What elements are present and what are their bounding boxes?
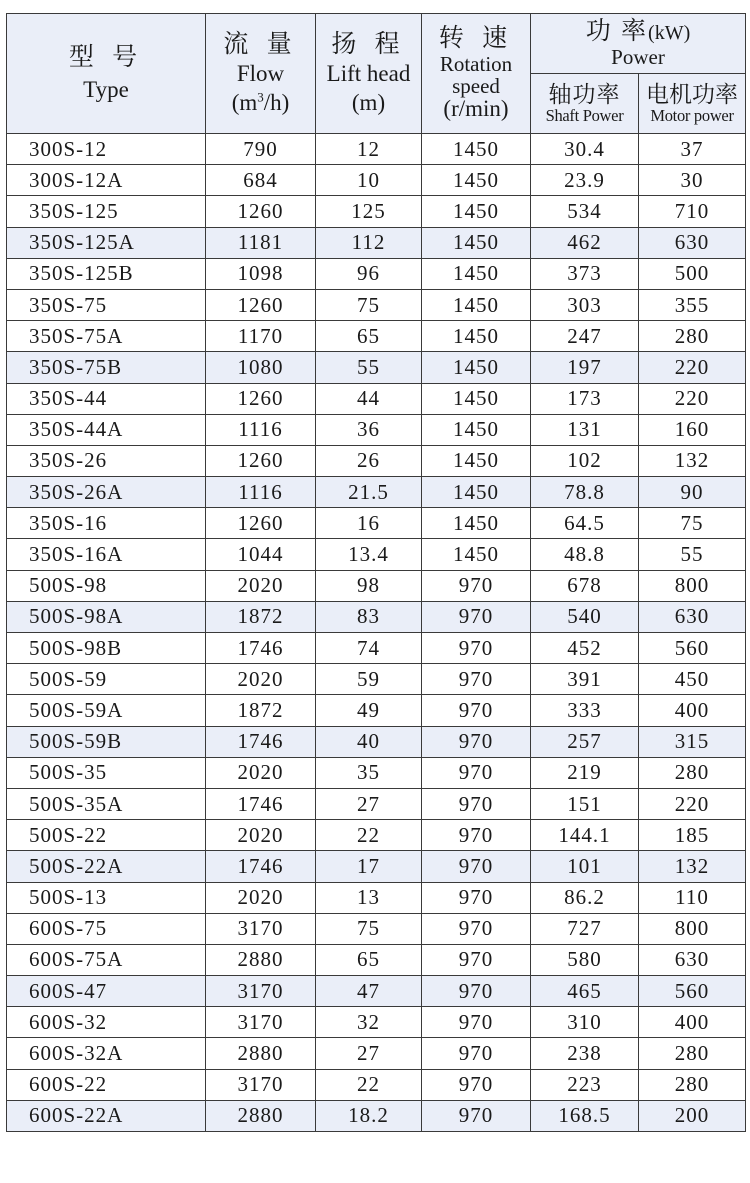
header-speed-zh: 转 速 [438, 24, 514, 52]
cell-shaft: 727 [531, 913, 639, 944]
cell-flow: 3170 [206, 1069, 316, 1100]
cell-speed: 970 [422, 633, 531, 664]
cell-flow: 1872 [206, 695, 316, 726]
header-motor-en: Motor power [650, 105, 734, 125]
cell-motor: 37 [639, 134, 746, 165]
header-speed-en1: Rotation [439, 52, 513, 76]
cell-shaft: 102 [531, 445, 639, 476]
table-row [7, 227, 746, 258]
cell-flow: 1260 [206, 445, 316, 476]
table-row [7, 757, 746, 788]
cell-flow: 3170 [206, 1007, 316, 1038]
cell-shaft: 310 [531, 1007, 639, 1038]
table-row [7, 289, 746, 320]
cell-lift: 26 [316, 445, 422, 476]
cell-type: 500S-59B [7, 726, 206, 757]
cell-speed: 970 [422, 601, 531, 632]
cell-motor: 400 [639, 695, 746, 726]
header-power-zh-line: 功 率(kW) [585, 18, 691, 46]
cell-shaft: 238 [531, 1038, 639, 1069]
cell-type: 350S-125B [7, 258, 206, 289]
cell-type: 350S-75B [7, 352, 206, 383]
cell-lift: 98 [316, 570, 422, 601]
cell-shaft: 78.8 [531, 477, 639, 508]
table-row [7, 508, 746, 539]
cell-lift: 21.5 [316, 477, 422, 508]
cell-lift: 40 [316, 726, 422, 757]
cell-type: 500S-22A [7, 851, 206, 882]
cell-lift: 16 [316, 508, 422, 539]
cell-speed: 970 [422, 695, 531, 726]
cell-flow: 1116 [206, 414, 316, 445]
cell-type: 600S-75 [7, 913, 206, 944]
cell-type: 500S-13 [7, 882, 206, 913]
table-row [7, 976, 746, 1007]
header-flow-en: Flow [236, 61, 285, 87]
cell-lift: 10 [316, 165, 422, 196]
header-lift [316, 14, 422, 134]
header-speed [422, 14, 531, 134]
cell-motor: 630 [639, 227, 746, 258]
header-motor-power [639, 74, 746, 134]
cell-lift: 12 [316, 134, 422, 165]
cell-shaft: 452 [531, 633, 639, 664]
table-row [7, 258, 746, 289]
cell-type: 500S-98A [7, 601, 206, 632]
cell-motor: 280 [639, 757, 746, 788]
cell-shaft: 219 [531, 757, 639, 788]
cell-motor: 800 [639, 570, 746, 601]
cell-flow: 2020 [206, 570, 316, 601]
cell-lift: 17 [316, 851, 422, 882]
header-shaft-power [531, 74, 639, 134]
cell-type: 500S-22 [7, 820, 206, 851]
cell-lift: 44 [316, 383, 422, 414]
cell-type: 500S-59 [7, 664, 206, 695]
cell-shaft: 64.5 [531, 508, 639, 539]
cell-flow: 1116 [206, 477, 316, 508]
cell-lift: 96 [316, 258, 422, 289]
cell-lift: 22 [316, 1069, 422, 1100]
cell-shaft: 30.4 [531, 134, 639, 165]
cell-flow: 1872 [206, 601, 316, 632]
cell-speed: 970 [422, 726, 531, 757]
cell-flow: 1260 [206, 383, 316, 414]
cell-lift: 125 [316, 196, 422, 227]
cell-type: 500S-98B [7, 633, 206, 664]
cell-lift: 112 [316, 227, 422, 258]
cell-flow: 2020 [206, 664, 316, 695]
cell-motor: 560 [639, 633, 746, 664]
header-motor-zh: 电机功率 [646, 81, 738, 107]
cell-speed: 970 [422, 664, 531, 695]
table-row [7, 601, 746, 632]
cell-flow: 684 [206, 165, 316, 196]
cell-speed: 970 [422, 1069, 531, 1100]
table-body [7, 134, 746, 1132]
cell-motor: 55 [639, 539, 746, 570]
table-row [7, 882, 746, 913]
cell-flow: 1080 [206, 352, 316, 383]
cell-lift: 47 [316, 976, 422, 1007]
cell-shaft: 391 [531, 664, 639, 695]
cell-motor: 800 [639, 913, 746, 944]
cell-type: 600S-75A [7, 944, 206, 975]
table-row [7, 913, 746, 944]
cell-speed: 970 [422, 944, 531, 975]
cell-shaft: 540 [531, 601, 639, 632]
table-row [7, 1007, 746, 1038]
cell-shaft: 101 [531, 851, 639, 882]
cell-lift: 74 [316, 633, 422, 664]
cell-shaft: 86.2 [531, 882, 639, 913]
cell-type: 350S-125A [7, 227, 206, 258]
table-row [7, 1069, 746, 1100]
cell-type: 350S-26A [7, 477, 206, 508]
cell-motor: 560 [639, 976, 746, 1007]
cell-speed: 1450 [422, 445, 531, 476]
table-row [7, 477, 746, 508]
header-flow-zh: 流 量 [223, 31, 298, 59]
table-row [7, 352, 746, 383]
cell-lift: 27 [316, 788, 422, 819]
cell-shaft: 373 [531, 258, 639, 289]
cell-flow: 790 [206, 134, 316, 165]
cell-shaft: 534 [531, 196, 639, 227]
table-row [7, 1038, 746, 1069]
cell-lift: 13.4 [316, 539, 422, 570]
cell-lift: 65 [316, 321, 422, 352]
cell-shaft: 151 [531, 788, 639, 819]
cell-flow: 1098 [206, 258, 316, 289]
header-speed-en2: speed [452, 74, 500, 99]
cell-shaft: 144.1 [531, 820, 639, 851]
cell-flow: 1170 [206, 321, 316, 352]
cell-shaft: 462 [531, 227, 639, 258]
header-speed-unit: (r/min) [443, 96, 509, 122]
header-power [531, 14, 746, 74]
cell-speed: 1450 [422, 383, 531, 414]
cell-flow: 3170 [206, 913, 316, 944]
cell-lift: 49 [316, 695, 422, 726]
cell-shaft: 465 [531, 976, 639, 1007]
cell-shaft: 168.5 [531, 1100, 639, 1131]
header-shaft-en: Shaft Power [545, 105, 624, 125]
cell-type: 500S-35 [7, 757, 206, 788]
cell-speed: 970 [422, 757, 531, 788]
cell-type: 350S-16 [7, 508, 206, 539]
header-type-zh: 型 号 [68, 44, 144, 72]
cell-shaft: 23.9 [531, 165, 639, 196]
cell-shaft: 173 [531, 383, 639, 414]
cell-speed: 1450 [422, 227, 531, 258]
cell-lift: 27 [316, 1038, 422, 1069]
cell-shaft: 247 [531, 321, 639, 352]
cell-speed: 970 [422, 976, 531, 1007]
cell-type: 350S-16A [7, 539, 206, 570]
cell-motor: 185 [639, 820, 746, 851]
cell-motor: 280 [639, 321, 746, 352]
cell-type: 350S-125 [7, 196, 206, 227]
cell-lift: 13 [316, 882, 422, 913]
cell-flow: 1746 [206, 726, 316, 757]
table-row [7, 851, 746, 882]
cell-type: 500S-59A [7, 695, 206, 726]
cell-type: 600S-47 [7, 976, 206, 1007]
cell-shaft: 333 [531, 695, 639, 726]
cell-speed: 1450 [422, 508, 531, 539]
header-lift-zh: 扬 程 [331, 31, 406, 59]
cell-speed: 1450 [422, 414, 531, 445]
cell-flow: 2880 [206, 1038, 316, 1069]
cell-lift: 18.2 [316, 1100, 422, 1131]
cell-type: 350S-44A [7, 414, 206, 445]
cell-flow: 1260 [206, 196, 316, 227]
cell-motor: 160 [639, 414, 746, 445]
header-lift-en: Lift head [326, 61, 411, 87]
cell-shaft: 580 [531, 944, 639, 975]
cell-type: 600S-22 [7, 1069, 206, 1100]
cell-motor: 500 [639, 258, 746, 289]
cell-motor: 90 [639, 477, 746, 508]
table-row [7, 539, 746, 570]
cell-speed: 970 [422, 1007, 531, 1038]
table-row [7, 633, 746, 664]
cell-type: 350S-26 [7, 445, 206, 476]
cell-speed: 970 [422, 820, 531, 851]
cell-type: 600S-22A [7, 1100, 206, 1131]
header-type [7, 14, 206, 134]
cell-speed: 970 [422, 570, 531, 601]
cell-type: 500S-98 [7, 570, 206, 601]
cell-motor: 110 [639, 882, 746, 913]
cell-speed: 1450 [422, 289, 531, 320]
cell-shaft: 48.8 [531, 539, 639, 570]
cell-flow: 2020 [206, 757, 316, 788]
cell-flow: 2020 [206, 882, 316, 913]
cell-motor: 400 [639, 1007, 746, 1038]
cell-speed: 1450 [422, 258, 531, 289]
cell-lift: 65 [316, 944, 422, 975]
table-row [7, 165, 746, 196]
cell-shaft: 197 [531, 352, 639, 383]
cell-lift: 75 [316, 913, 422, 944]
cell-speed: 970 [422, 1100, 531, 1131]
table-row [7, 383, 746, 414]
cell-type: 350S-44 [7, 383, 206, 414]
cell-speed: 1450 [422, 477, 531, 508]
cell-flow: 1260 [206, 289, 316, 320]
cell-type: 300S-12A [7, 165, 206, 196]
table-row [7, 321, 746, 352]
cell-type: 500S-35A [7, 788, 206, 819]
cell-motor: 200 [639, 1100, 746, 1131]
table-row [7, 570, 746, 601]
header-type-en: Type [83, 76, 129, 102]
cell-speed: 1450 [422, 196, 531, 227]
cell-motor: 132 [639, 445, 746, 476]
cell-motor: 132 [639, 851, 746, 882]
table-row [7, 664, 746, 695]
cell-motor: 30 [639, 165, 746, 196]
cell-shaft: 257 [531, 726, 639, 757]
cell-motor: 220 [639, 788, 746, 819]
cell-motor: 355 [639, 289, 746, 320]
cell-motor: 280 [639, 1038, 746, 1069]
table-row [7, 788, 746, 819]
cell-speed: 1450 [422, 134, 531, 165]
cell-lift: 36 [316, 414, 422, 445]
pump-spec-table [6, 13, 746, 1132]
cell-lift: 35 [316, 757, 422, 788]
cell-flow: 2880 [206, 944, 316, 975]
cell-type: 600S-32 [7, 1007, 206, 1038]
header-lift-unit: (m) [351, 89, 386, 115]
cell-lift: 83 [316, 601, 422, 632]
cell-speed: 970 [422, 913, 531, 944]
cell-lift: 32 [316, 1007, 422, 1038]
cell-motor: 450 [639, 664, 746, 695]
header-shaft-zh: 轴功率 [548, 81, 621, 107]
cell-speed: 970 [422, 788, 531, 819]
table-row [7, 445, 746, 476]
cell-flow: 3170 [206, 976, 316, 1007]
cell-motor: 280 [639, 1069, 746, 1100]
table-header [7, 14, 746, 134]
header-flow-unit: $(m^3/h)$ [231, 88, 290, 115]
cell-motor: 75 [639, 508, 746, 539]
cell-motor: 710 [639, 196, 746, 227]
cell-flow: 1181 [206, 227, 316, 258]
table-row [7, 196, 746, 227]
cell-flow: 1260 [206, 508, 316, 539]
cell-speed: 1450 [422, 321, 531, 352]
cell-flow: 1746 [206, 851, 316, 882]
cell-motor: 220 [639, 383, 746, 414]
cell-shaft: 678 [531, 570, 639, 601]
cell-shaft: 223 [531, 1069, 639, 1100]
cell-flow: 2020 [206, 820, 316, 851]
table-row [7, 414, 746, 445]
table-row [7, 695, 746, 726]
cell-speed: 970 [422, 851, 531, 882]
table-row [7, 726, 746, 757]
header-power-en: Power [611, 44, 665, 69]
cell-motor: 630 [639, 601, 746, 632]
cell-shaft: 303 [531, 289, 639, 320]
table-row [7, 1100, 746, 1131]
cell-type: 600S-32A [7, 1038, 206, 1069]
cell-type: 300S-12 [7, 134, 206, 165]
cell-flow: 1044 [206, 539, 316, 570]
cell-flow: 1746 [206, 788, 316, 819]
cell-flow: 1746 [206, 633, 316, 664]
table-row [7, 944, 746, 975]
cell-flow: 2880 [206, 1100, 316, 1131]
pump-spec-table-container [6, 13, 745, 1132]
cell-speed: 1450 [422, 352, 531, 383]
header-flow [206, 14, 316, 134]
cell-speed: 1450 [422, 539, 531, 570]
cell-shaft: 131 [531, 414, 639, 445]
cell-lift: 75 [316, 289, 422, 320]
cell-lift: 59 [316, 664, 422, 695]
cell-speed: 970 [422, 1038, 531, 1069]
cell-speed: 1450 [422, 165, 531, 196]
cell-type: 350S-75 [7, 289, 206, 320]
cell-lift: 22 [316, 820, 422, 851]
cell-speed: 970 [422, 882, 531, 913]
table-row [7, 820, 746, 851]
cell-motor: 630 [639, 944, 746, 975]
cell-lift: 55 [316, 352, 422, 383]
table-row [7, 134, 746, 165]
cell-motor: 220 [639, 352, 746, 383]
cell-type: 350S-75A [7, 321, 206, 352]
cell-motor: 315 [639, 726, 746, 757]
